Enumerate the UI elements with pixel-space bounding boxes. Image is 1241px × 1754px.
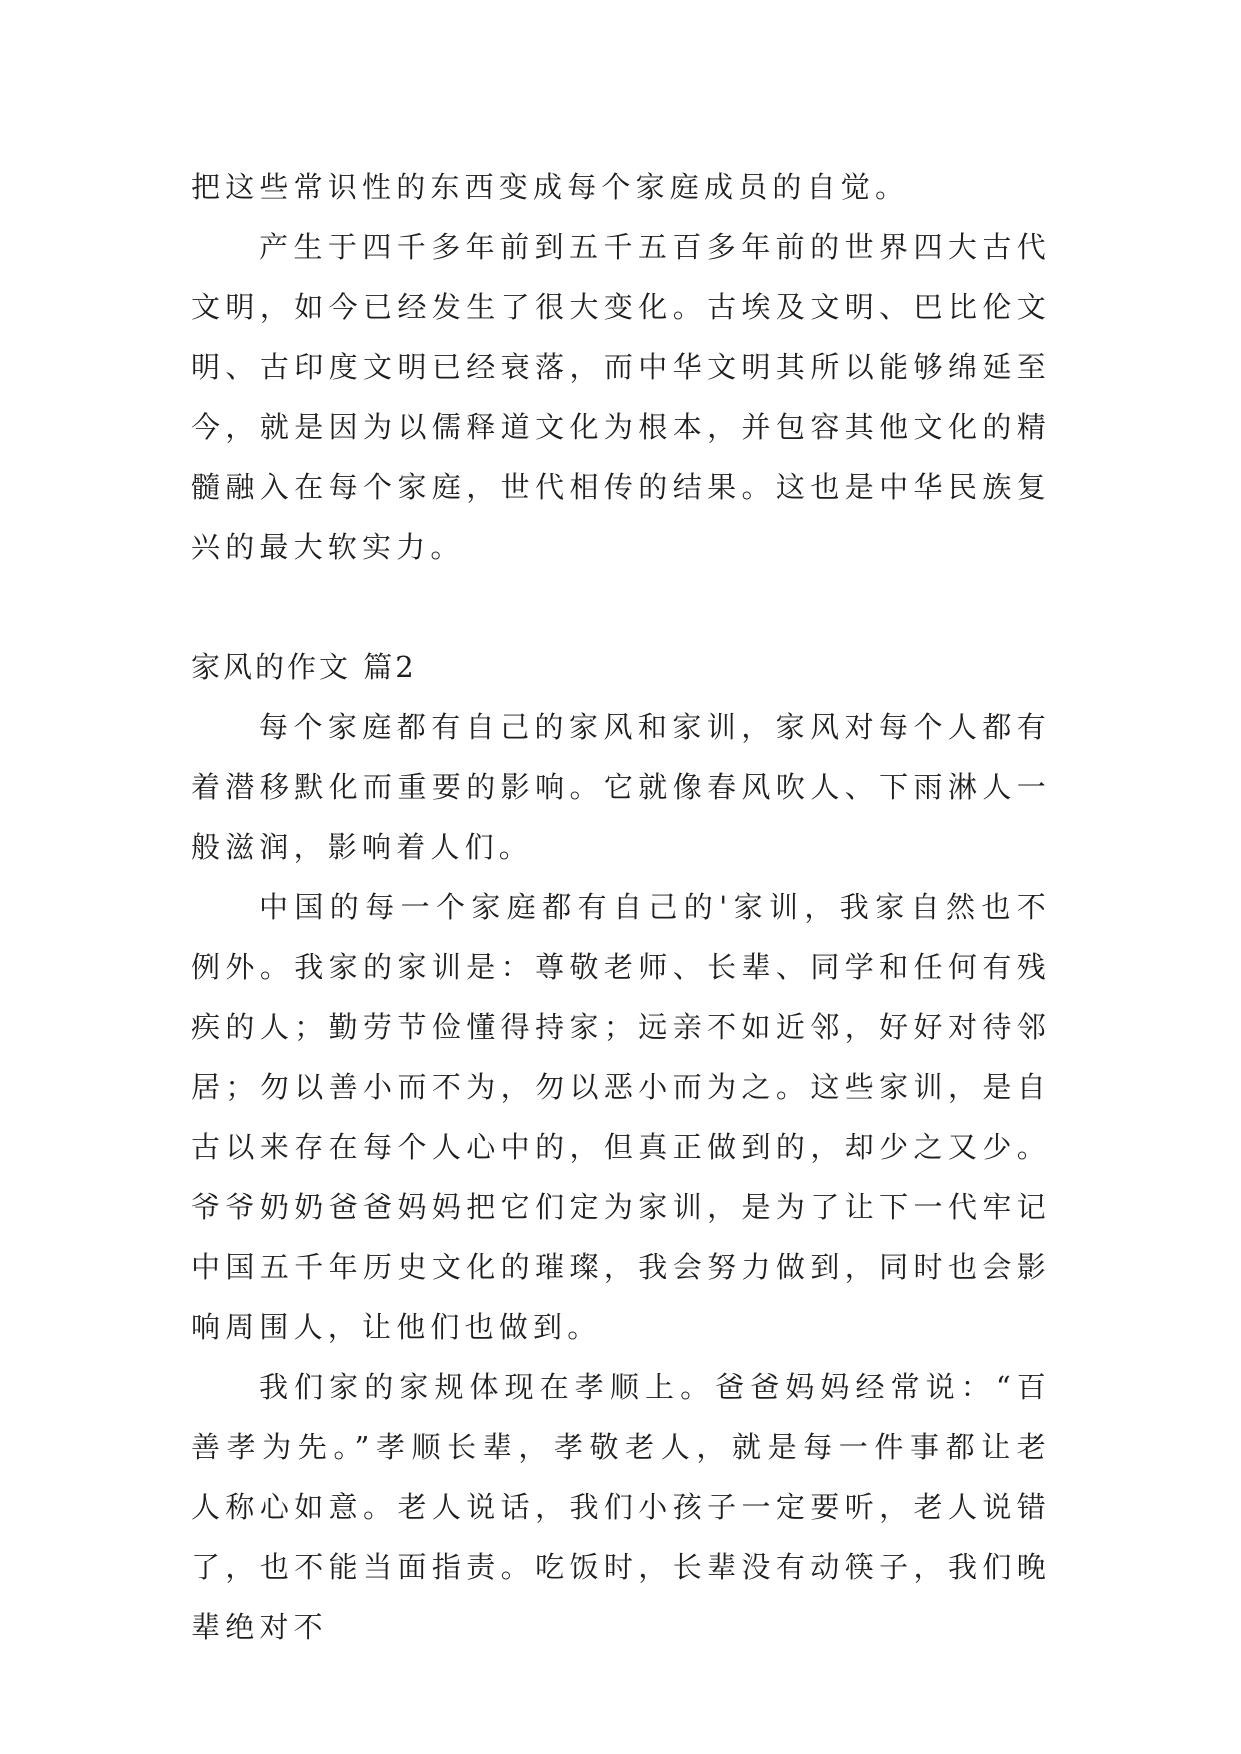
paragraph: 每个家庭都有自己的家风和家训，家风对每个人都有着潜移默化而重要的影响。它就像春风吹人、下雨淋人一般滋润，影响着人们。 — [191, 710, 1051, 864]
document-body — [191, 157, 1051, 1657]
paragraph-continuation: 把这些常识性的东西变成每个家庭成员的自觉。 — [191, 170, 910, 204]
section-heading: 家风的作文 篇2 — [191, 650, 417, 684]
paragraph: 我们家的家规体现在孝顺上。爸爸妈妈经常说：“百善孝为先。”孝顺长辈，孝敬老人，就是每一件事都让老人称心如意。老人说话，我们小孩子一定要听，老人说错了，也不能当面指责。吃饭时，长辈没有动筷子，我们晚辈绝对不 — [191, 1370, 1051, 1644]
paragraph: 中国的每一个家庭都有自己的'家训，我家自然也不例外。我家的家训是：尊敬老师、长辈、同学和任何有残疾的人；勤劳节俭懂得持家；远亲不如近邻，好好对待邻居；勿以善小而不为，勿以恶小而为之。这些家训，是自古以来存在每个人心中的，但真正做到的，却少之又少。爷爷奶奶爸爸妈妈把它们定为家训，是为了让下一代牢记中国五千年历史文化的璀璨，我会努力做到，同时也会影响周围人，让他们也做到。 — [191, 890, 1051, 1344]
paragraph: 产生于四千多年前到五千五百多年前的世界四大古代文明，如今已经发生了很大变化。古埃及文明、巴比伦文明、古印度文明已经衰落，而中华文明其所以能够绵延至今，就是因为以儒释道文化为根本，并包容其他文化的精髓融入在每个家庭，世代相传的结果。这也是中华民族复兴的最大软实力。 — [191, 230, 1051, 564]
